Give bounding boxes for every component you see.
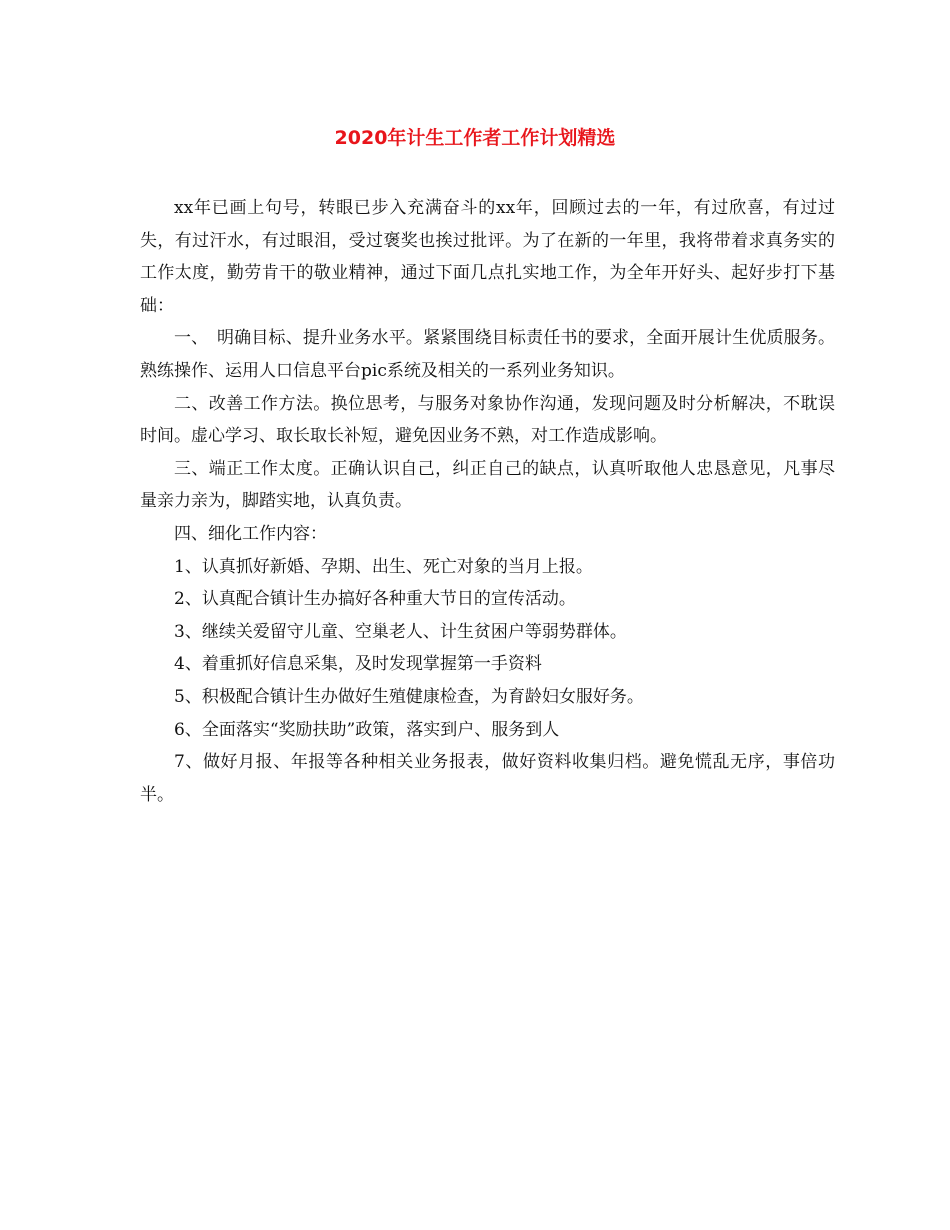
list-item-2: 2、认真配合镇计生办搞好各种重大节日的宣传活动。 <box>174 589 576 610</box>
section-2-paragraph: 二、改善工作方法。换位思考，与服务对象协作沟通，发现问题及时分析解决，不耽误时间。虚心学习、取长取长补短，避免因业务不熟，对工作造成影响。 <box>140 393 835 447</box>
document-title: 2020年计生工作者工作计划精选 <box>334 127 616 149</box>
section-4-heading: 四、细化工作内容： <box>174 523 327 544</box>
list-item-7: 7、做好月报、年报等各种相关业务报表，做好资料收集归档。避免慌乱无序，事倍功半。 <box>140 752 835 805</box>
list-item-3: 3、继续关爱留守儿童、空巢老人、计生贫困户等弱势群体。 <box>174 621 627 642</box>
intro-paragraph: xx年已画上句号，转眼已步入充满奋斗的xx年，回顾过去的一年，有过欣喜，有过过失，有过汗水，有过眼泪，受过褒奖也挨过批评。为了在新的一年里，我将带着求真务实的工作太度，勤劳肯干的敬业精神，通过下面几点扎实地工作，为全年开好头、起好步打下基础： <box>140 198 835 316</box>
document-body <box>140 192 835 811</box>
list-item-6: 6、全面落实“奖励扶助”政策，落实到户、服务到人 <box>174 719 560 740</box>
section-1-paragraph: 一、 明确目标、提升业务水平。紧紧围绕目标责任书的要求，全面开展计生优质服务。熟练操作、运用人口信息平台pic系统及相关的一系列业务知识。 <box>140 328 835 381</box>
section-3-paragraph: 三、端正工作太度。正确认识自己，纠正自己的缺点，认真听取他人忠恳意见，凡事尽量亲力亲为，脚踏实地，认真负责。 <box>140 458 835 512</box>
list-item-5: 5、积极配合镇计生办做好生殖健康检查，为育龄妇女服好务。 <box>174 686 644 707</box>
list-item-4: 4、着重抓好信息采集，及时发现掌握第一手资料 <box>174 654 542 675</box>
list-item-1: 1、认真抓好新婚、孕期、出生、死亡对象的当月上报。 <box>174 556 593 577</box>
